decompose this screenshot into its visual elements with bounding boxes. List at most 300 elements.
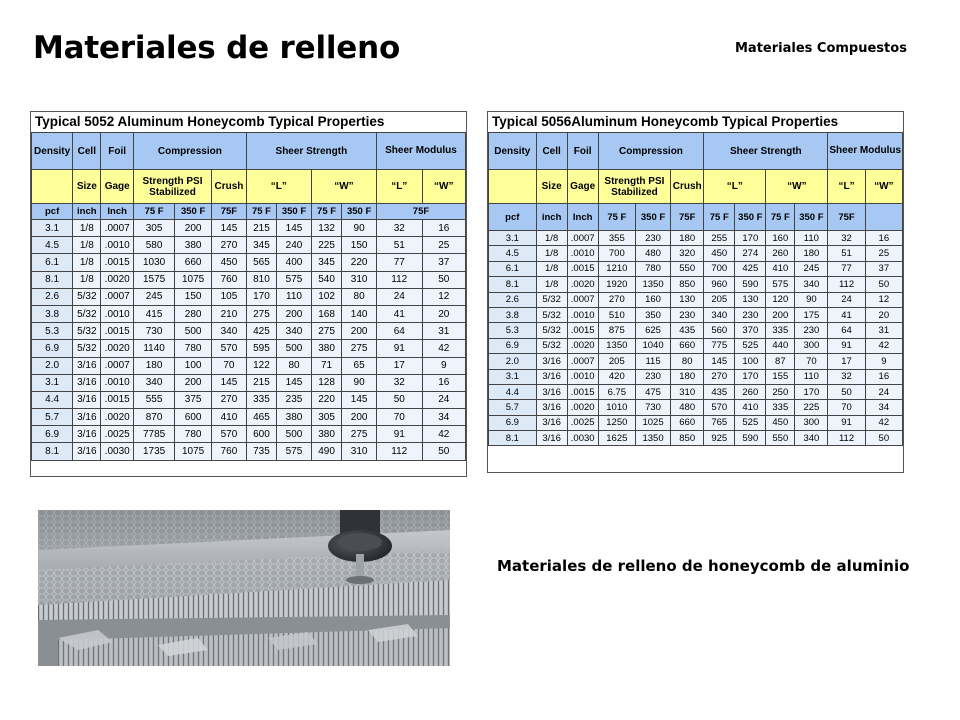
value-cell: 16 (865, 369, 902, 384)
value-cell: 410 (735, 400, 766, 415)
course-header: Materiales Compuestos (735, 41, 907, 56)
value-cell: 1075 (175, 443, 212, 460)
value-cell: 220 (311, 391, 341, 408)
value-cell: .0010 (101, 305, 134, 322)
table-row (489, 338, 903, 353)
unit-cell: 350 F (735, 204, 766, 231)
header-strength-psi: Strength PSI Stabilized (598, 170, 670, 204)
header-foil: Foil (567, 133, 598, 170)
value-cell: 24 (865, 384, 902, 399)
table-row (489, 415, 903, 430)
value-cell: 1030 (133, 254, 174, 271)
value-cell: 1/8 (73, 237, 101, 254)
value-cell: 3/16 (536, 400, 567, 415)
density-cell: 8.1 (32, 443, 73, 460)
value-cell: .0007 (101, 288, 134, 305)
value-cell: 380 (311, 340, 341, 357)
value-cell: 274 (735, 246, 766, 261)
value-cell: 410 (212, 409, 247, 426)
unit-cell: 75 F (766, 204, 795, 231)
value-cell: 5/32 (73, 323, 101, 340)
value-cell: 170 (795, 384, 828, 399)
value-cell: 12 (865, 292, 902, 307)
value-cell: 375 (175, 391, 212, 408)
value-cell: 260 (766, 246, 795, 261)
value-cell: .0007 (567, 231, 598, 246)
unit-cell: pcf (489, 204, 537, 231)
value-cell: 510 (598, 307, 635, 322)
density-cell: 3.1 (32, 374, 73, 391)
value-cell: 160 (766, 231, 795, 246)
value-cell: 350 (635, 307, 670, 322)
table-row (32, 357, 466, 374)
value-cell: 340 (277, 323, 312, 340)
value-cell: 5/32 (73, 340, 101, 357)
honeycomb-machining-photo (38, 510, 450, 666)
unit-cell: 350 F (342, 204, 377, 220)
density-cell: 8.1 (32, 271, 73, 288)
table-row (489, 400, 903, 415)
value-cell: 270 (704, 369, 735, 384)
value-cell: .0015 (101, 391, 134, 408)
value-cell: .0015 (101, 323, 134, 340)
value-cell: 50 (865, 277, 902, 292)
value-cell: 31 (865, 323, 902, 338)
header-strength-w: “W” (766, 170, 828, 204)
value-cell: 1735 (133, 443, 174, 460)
value-cell: 3/16 (73, 374, 101, 391)
header-row-sub (32, 170, 466, 204)
table-row (32, 305, 466, 322)
value-cell: 41 (376, 305, 422, 322)
value-cell: 340 (795, 431, 828, 446)
value-cell: 128 (311, 374, 341, 391)
header-size: Size (73, 170, 101, 204)
value-cell: 870 (133, 409, 174, 426)
value-cell: 450 (212, 254, 247, 271)
value-cell: 480 (671, 400, 704, 415)
header-row-groups (489, 133, 903, 170)
density-cell: 6.9 (32, 426, 73, 443)
value-cell: 1140 (133, 340, 174, 357)
value-cell: 440 (766, 338, 795, 353)
value-cell: 130 (671, 292, 704, 307)
value-cell: 87 (766, 354, 795, 369)
value-cell: .0015 (567, 384, 598, 399)
value-cell: 1/8 (73, 220, 101, 237)
value-cell: 490 (311, 443, 341, 460)
value-cell: 32 (376, 374, 422, 391)
table-row (489, 323, 903, 338)
value-cell: 335 (766, 400, 795, 415)
header-modulus-w: “W” (865, 170, 902, 204)
value-cell: 50 (422, 443, 465, 460)
value-cell: .0015 (101, 254, 134, 271)
density-cell: 3.1 (32, 220, 73, 237)
value-cell: 170 (246, 288, 276, 305)
value-cell: 5/32 (536, 292, 567, 307)
value-cell: 32 (828, 369, 865, 384)
value-cell: 475 (635, 384, 670, 399)
value-cell: 16 (422, 374, 465, 391)
unit-cell-empty (865, 204, 902, 231)
value-cell: 225 (311, 237, 341, 254)
value-cell: 7785 (133, 426, 174, 443)
value-cell: 760 (212, 443, 247, 460)
table-row (32, 374, 466, 391)
table-row (32, 323, 466, 340)
value-cell: 1/8 (536, 231, 567, 246)
table-5052-honeycomb (30, 111, 467, 477)
value-cell: 16 (422, 220, 465, 237)
unit-cell: 75 F (133, 204, 174, 220)
value-cell: 425 (735, 261, 766, 276)
value-cell: 200 (766, 307, 795, 322)
value-cell: 70 (376, 409, 422, 426)
value-cell: 250 (766, 384, 795, 399)
value-cell: 435 (671, 323, 704, 338)
value-cell: 600 (175, 409, 212, 426)
value-cell: 595 (246, 340, 276, 357)
value-cell: 42 (865, 415, 902, 430)
table-row (489, 354, 903, 369)
value-cell: 345 (311, 254, 341, 271)
value-cell: 12 (422, 288, 465, 305)
value-cell: .0010 (567, 369, 598, 384)
table-row (32, 254, 466, 271)
value-cell: 550 (766, 431, 795, 446)
header-cell: Cell (73, 133, 101, 170)
header-gage: Gage (567, 170, 598, 204)
value-cell: 5/32 (536, 307, 567, 322)
value-cell: .0007 (567, 354, 598, 369)
header-modulus-l: “L” (828, 170, 865, 204)
value-cell: 1/8 (73, 254, 101, 271)
value-cell: 780 (635, 261, 670, 276)
value-cell: 70 (212, 357, 247, 374)
value-cell: 180 (795, 246, 828, 261)
value-cell: 875 (598, 323, 635, 338)
unit-cell: 350 F (795, 204, 828, 231)
value-cell: 3/16 (73, 357, 101, 374)
value-cell: 625 (635, 323, 670, 338)
value-cell: 575 (277, 271, 312, 288)
value-cell: 600 (246, 426, 276, 443)
value-cell: 560 (704, 323, 735, 338)
header-blank (32, 170, 73, 204)
value-cell: 410 (766, 261, 795, 276)
value-cell: 590 (735, 277, 766, 292)
table-title: Typical 5052 Aluminum Honeycomb Typical Properties (35, 114, 385, 129)
value-cell: 120 (766, 292, 795, 307)
table-row (489, 292, 903, 307)
value-cell: 660 (175, 254, 212, 271)
value-cell: 380 (311, 426, 341, 443)
value-cell: 42 (422, 340, 465, 357)
value-cell: .0030 (567, 431, 598, 446)
header-compression: Compression (598, 133, 704, 170)
header-sheer-modulus: Sheer Modulus (828, 133, 903, 170)
value-cell: 215 (246, 374, 276, 391)
value-cell: 42 (422, 426, 465, 443)
density-cell: 5.7 (32, 409, 73, 426)
table-row (489, 384, 903, 399)
value-cell: 205 (704, 292, 735, 307)
value-cell: 310 (342, 443, 377, 460)
value-cell: 51 (828, 246, 865, 261)
value-cell: 180 (133, 357, 174, 374)
table-title: Typical 5056Aluminum Honeycomb Typical Properties (492, 114, 839, 129)
table-row (489, 369, 903, 384)
value-cell: 64 (376, 323, 422, 340)
density-cell: 5.3 (489, 323, 537, 338)
density-cell: 8.1 (489, 431, 537, 446)
value-cell: 91 (828, 415, 865, 430)
value-cell: .0020 (101, 271, 134, 288)
value-cell: 270 (598, 292, 635, 307)
header-modulus-w: “W” (422, 170, 465, 204)
value-cell: 540 (311, 271, 341, 288)
header-row-units (32, 204, 466, 220)
header-sheer-strength: Sheer Strength (246, 133, 376, 170)
value-cell: 112 (376, 443, 422, 460)
unit-cell: inch (536, 204, 567, 231)
value-cell: 90 (795, 292, 828, 307)
value-cell: 575 (277, 443, 312, 460)
value-cell: 230 (735, 307, 766, 322)
value-cell: 90 (342, 374, 377, 391)
value-cell: 550 (671, 261, 704, 276)
value-cell: 90 (342, 220, 377, 237)
properties-table (31, 132, 466, 461)
value-cell: 245 (795, 261, 828, 276)
value-cell: 77 (828, 261, 865, 276)
value-cell: 71 (311, 357, 341, 374)
value-cell: 200 (342, 409, 377, 426)
value-cell: 850 (671, 277, 704, 292)
value-cell: 575 (766, 277, 795, 292)
value-cell: .0020 (567, 400, 598, 415)
value-cell: 112 (828, 431, 865, 446)
density-cell: 5.7 (489, 400, 537, 415)
value-cell: 340 (795, 277, 828, 292)
unit-cell: Inch (101, 204, 134, 220)
value-cell: 3/16 (536, 431, 567, 446)
density-cell: 6.9 (32, 340, 73, 357)
value-cell: 110 (795, 231, 828, 246)
value-cell: 5/32 (73, 305, 101, 322)
value-cell: 200 (277, 305, 312, 322)
table-row (32, 426, 466, 443)
value-cell: 91 (828, 338, 865, 353)
value-cell: 420 (598, 369, 635, 384)
value-cell: 1/8 (536, 277, 567, 292)
value-cell: 17 (828, 354, 865, 369)
value-cell: 570 (212, 340, 247, 357)
header-modulus-l: “L” (376, 170, 422, 204)
header-sheer-modulus: Sheer Modulus (376, 133, 465, 170)
value-cell: 50 (422, 271, 465, 288)
value-cell: 5/32 (536, 323, 567, 338)
density-cell: 3.1 (489, 369, 537, 384)
value-cell: 91 (376, 426, 422, 443)
value-cell: 5/32 (536, 338, 567, 353)
value-cell: .0020 (101, 409, 134, 426)
unit-cell: inch (73, 204, 101, 220)
value-cell: 310 (342, 271, 377, 288)
value-cell: 20 (865, 307, 902, 322)
unit-cell: 350 F (277, 204, 312, 220)
header-row-groups (32, 133, 466, 170)
table-row (32, 288, 466, 305)
value-cell: 132 (311, 220, 341, 237)
value-cell: .0007 (567, 292, 598, 307)
value-cell: 170 (735, 369, 766, 384)
value-cell: 50 (828, 384, 865, 399)
value-cell: 25 (422, 237, 465, 254)
density-cell: 2.6 (489, 292, 537, 307)
value-cell: 37 (865, 261, 902, 276)
value-cell: 780 (175, 426, 212, 443)
value-cell: .0010 (101, 374, 134, 391)
value-cell: 500 (277, 426, 312, 443)
header-crush: Crush (212, 170, 247, 204)
value-cell: 16 (865, 231, 902, 246)
density-cell: 3.1 (489, 231, 537, 246)
value-cell: 3/16 (536, 384, 567, 399)
value-cell: 765 (704, 415, 735, 430)
value-cell: 230 (635, 369, 670, 384)
value-cell: 20 (422, 305, 465, 322)
value-cell: .0007 (101, 220, 134, 237)
value-cell: 735 (246, 443, 276, 460)
value-cell: 32 (828, 231, 865, 246)
value-cell: 275 (342, 426, 377, 443)
value-cell: 145 (342, 391, 377, 408)
value-cell: 200 (175, 220, 212, 237)
value-cell: 555 (133, 391, 174, 408)
value-cell: 925 (704, 431, 735, 446)
value-cell: 1075 (175, 271, 212, 288)
value-cell: 1025 (635, 415, 670, 430)
header-strength-psi: Strength PSI Stabilized (133, 170, 211, 204)
value-cell: 1575 (133, 271, 174, 288)
value-cell: 24 (422, 391, 465, 408)
value-cell: 17 (376, 357, 422, 374)
value-cell: 275 (246, 305, 276, 322)
table-row (32, 409, 466, 426)
value-cell: 41 (828, 307, 865, 322)
value-cell: 345 (246, 237, 276, 254)
value-cell: 145 (212, 374, 247, 391)
header-density: Density (489, 133, 537, 170)
value-cell: 425 (246, 323, 276, 340)
density-cell: 3.8 (489, 307, 537, 322)
value-cell: 300 (795, 415, 828, 430)
header-strength-l: “L” (704, 170, 766, 204)
header-row-units (489, 204, 903, 231)
value-cell: 730 (635, 400, 670, 415)
unit-cell: 350 F (635, 204, 670, 231)
value-cell: 270 (212, 237, 247, 254)
value-cell: 450 (766, 415, 795, 430)
value-cell: 77 (376, 254, 422, 271)
value-cell: 435 (704, 384, 735, 399)
value-cell: 3/16 (73, 391, 101, 408)
value-cell: 590 (735, 431, 766, 446)
value-cell: .0025 (567, 415, 598, 430)
value-cell: 1350 (635, 277, 670, 292)
value-cell: 51 (376, 237, 422, 254)
header-gage: Gage (101, 170, 134, 204)
value-cell: 230 (635, 231, 670, 246)
value-cell: 245 (133, 288, 174, 305)
value-cell: 145 (277, 220, 312, 237)
density-cell: 8.1 (489, 277, 537, 292)
value-cell: 70 (828, 400, 865, 415)
value-cell: 25 (865, 246, 902, 261)
value-cell: 24 (376, 288, 422, 305)
value-cell: 145 (704, 354, 735, 369)
value-cell: 255 (704, 231, 735, 246)
header-crush: Crush (671, 170, 704, 204)
value-cell: 1920 (598, 277, 635, 292)
header-density: Density (32, 133, 73, 170)
value-cell: 50 (376, 391, 422, 408)
value-cell: 340 (704, 307, 735, 322)
value-cell: .0015 (567, 323, 598, 338)
value-cell: 660 (671, 415, 704, 430)
value-cell: 1/8 (536, 246, 567, 261)
value-cell: 3/16 (73, 443, 101, 460)
table-row (489, 431, 903, 446)
density-cell: 6.1 (489, 261, 537, 276)
value-cell: 150 (175, 288, 212, 305)
value-cell: 205 (598, 354, 635, 369)
density-cell: 4.4 (489, 384, 537, 399)
header-foil: Foil (101, 133, 134, 170)
header-cell: Cell (536, 133, 567, 170)
unit-cell: 75F (828, 204, 865, 231)
value-cell: 9 (422, 357, 465, 374)
value-cell: 660 (671, 338, 704, 353)
unit-cell: 75 F (598, 204, 635, 231)
table-row (489, 246, 903, 261)
value-cell: 3/16 (73, 426, 101, 443)
value-cell: 730 (133, 323, 174, 340)
value-cell: .0020 (567, 338, 598, 353)
density-cell: 2.0 (489, 354, 537, 369)
value-cell: .0020 (101, 340, 134, 357)
value-cell: 80 (671, 354, 704, 369)
value-cell: 370 (735, 323, 766, 338)
value-cell: .0010 (101, 237, 134, 254)
value-cell: 1210 (598, 261, 635, 276)
header-blank (489, 170, 537, 204)
density-cell: 4.5 (489, 246, 537, 261)
value-cell: 175 (795, 307, 828, 322)
value-cell: 480 (635, 246, 670, 261)
value-cell: 230 (795, 323, 828, 338)
value-cell: 110 (277, 288, 312, 305)
value-cell: 34 (422, 409, 465, 426)
value-cell: 6.75 (598, 384, 635, 399)
value-cell: 400 (277, 254, 312, 271)
value-cell: 810 (246, 271, 276, 288)
value-cell: 3/16 (536, 415, 567, 430)
header-size: Size (536, 170, 567, 204)
value-cell: 64 (828, 323, 865, 338)
